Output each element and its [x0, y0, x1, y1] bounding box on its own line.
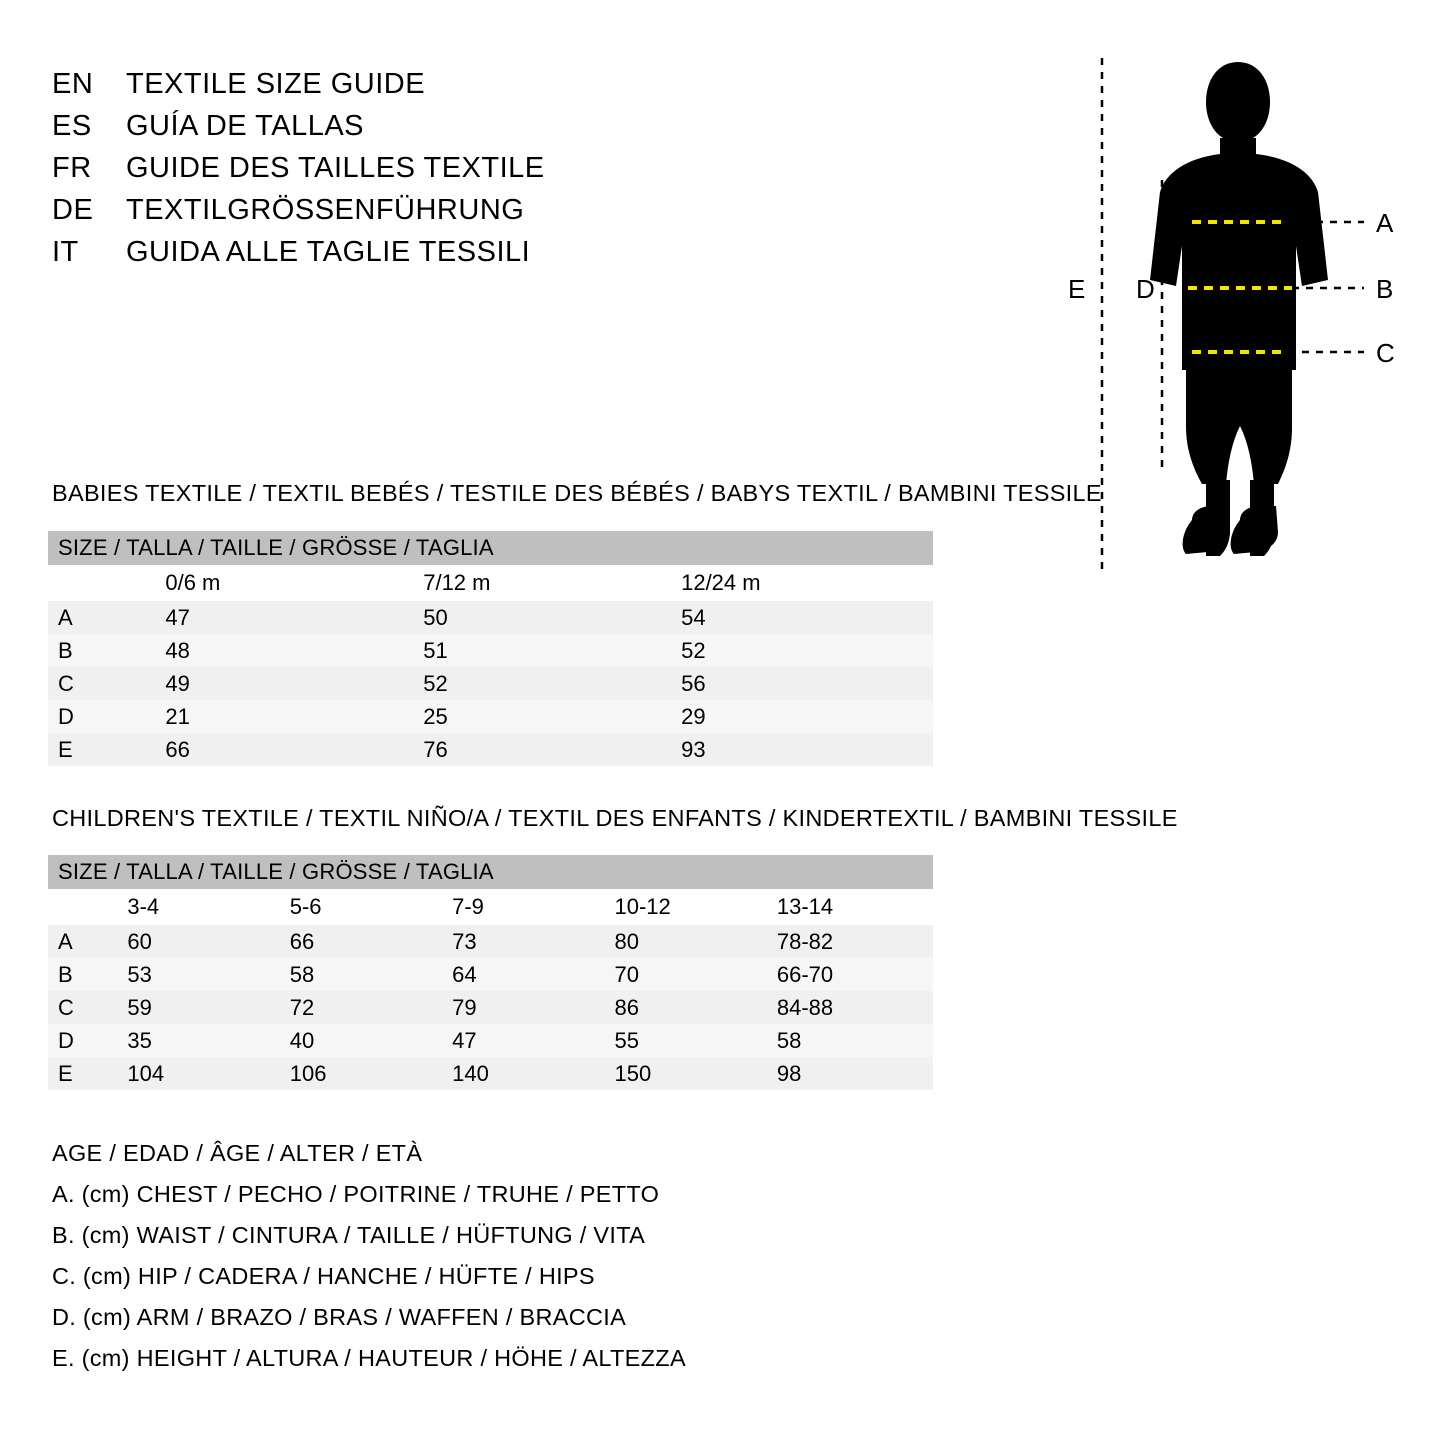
- children-cell: 98: [771, 1057, 933, 1090]
- title-language-text: GUIDE DES TAILLES TEXTILE: [126, 152, 545, 184]
- children-table-header-row: [48, 889, 933, 925]
- table-row: [48, 1057, 933, 1090]
- children-cell: 64: [446, 958, 608, 991]
- title-language-code: DE: [52, 194, 94, 226]
- children-cell: 58: [771, 1024, 933, 1057]
- title-language-text: TEXTILE SIZE GUIDE: [126, 68, 426, 100]
- babies-column-header: 0/6 m: [159, 565, 417, 601]
- babies-row-label: A: [48, 601, 159, 634]
- children-column-header: 10-12: [608, 889, 770, 925]
- children-column-header: 3-4: [121, 889, 283, 925]
- children-corner-cell: [48, 889, 121, 925]
- babies-size-table: [48, 531, 933, 766]
- legend-line-height: E. (cm) HEIGHT / ALTURA / HAUTEUR / HÖHE / ALTEZZA: [52, 1345, 686, 1371]
- children-cell: 106: [284, 1057, 446, 1090]
- title-row: [52, 68, 672, 101]
- measurement-legend: [52, 1140, 686, 1386]
- child-silhouette: [1150, 62, 1328, 556]
- children-cell: 58: [284, 958, 446, 991]
- children-row-label: A: [48, 925, 121, 958]
- title-row: [52, 152, 672, 185]
- children-cell: 84-88: [771, 991, 933, 1024]
- table-row: [48, 925, 933, 958]
- size-guide-title-block: [52, 68, 672, 278]
- babies-row-label: C: [48, 667, 159, 700]
- babies-cell: 50: [417, 601, 675, 634]
- babies-table-header-row: [48, 565, 933, 601]
- children-cell: 104: [121, 1057, 283, 1090]
- children-cell: 140: [446, 1057, 608, 1090]
- title-language-text: GUIDA ALLE TAGLIE TESSILI: [126, 236, 531, 268]
- babies-table-bar: [48, 531, 933, 565]
- title-language-code: EN: [52, 68, 94, 100]
- children-cell: 150: [608, 1057, 770, 1090]
- children-cell: 59: [121, 991, 283, 1024]
- table-row: [48, 700, 933, 733]
- children-cell: 70: [608, 958, 770, 991]
- babies-column-header: 12/24 m: [675, 565, 933, 601]
- babies-cell: 25: [417, 700, 675, 733]
- children-cell: 80: [608, 925, 770, 958]
- children-cell: 66-70: [771, 958, 933, 991]
- title-row: [52, 194, 672, 227]
- figure-marker-b: B: [1376, 274, 1394, 304]
- figure-marker-c: C: [1376, 338, 1395, 368]
- children-cell: 73: [446, 925, 608, 958]
- babies-cell: 21: [159, 700, 417, 733]
- title-language-code: ES: [52, 110, 92, 142]
- table-row: [48, 1024, 933, 1057]
- babies-column-header: 7/12 m: [417, 565, 675, 601]
- children-cell: 55: [608, 1024, 770, 1057]
- babies-cell: 76: [417, 733, 675, 766]
- babies-section-heading: BABIES TEXTILE / TEXTIL BEBÉS / TESTILE DES BÉBÉS / BABYS TEXTIL / BAMBINI TESSILE: [52, 480, 1102, 506]
- babies-row-label: D: [48, 700, 159, 733]
- figure-marker-a: A: [1376, 208, 1394, 238]
- children-cell: 47: [446, 1024, 608, 1057]
- babies-cell: 52: [675, 634, 933, 667]
- babies-row-label: B: [48, 634, 159, 667]
- children-cell: 35: [121, 1024, 283, 1057]
- title-language-code: IT: [52, 236, 79, 268]
- babies-cell: 52: [417, 667, 675, 700]
- figure-marker-d: D: [1136, 274, 1155, 304]
- title-row: [52, 110, 672, 143]
- children-cell: 79: [446, 991, 608, 1024]
- legend-line-arm: D. (cm) ARM / BRAZO / BRAS / WAFFEN / BRACCIA: [52, 1304, 627, 1330]
- children-row-label: E: [48, 1057, 121, 1090]
- children-cell: 86: [608, 991, 770, 1024]
- legend-line-chest: A. (cm) CHEST / PECHO / POITRINE / TRUHE / PETTO: [52, 1181, 660, 1207]
- table-row: [48, 601, 933, 634]
- children-cell: 66: [284, 925, 446, 958]
- babies-cell: 29: [675, 700, 933, 733]
- children-column-header: 5-6: [284, 889, 446, 925]
- children-cell: 78-82: [771, 925, 933, 958]
- figure-marker-e: E: [1068, 274, 1086, 304]
- title-language-code: FR: [52, 152, 92, 184]
- children-section-heading: CHILDREN'S TEXTILE / TEXTIL NIÑO/A / TEXTIL DES ENFANTS / KINDERTEXTIL / BAMBINI TESSILE: [52, 805, 1178, 831]
- babies-cell: 93: [675, 733, 933, 766]
- legend-line-hip: C. (cm) HIP / CADERA / HANCHE / HÜFTE / HIPS: [52, 1263, 595, 1289]
- babies-cell: 49: [159, 667, 417, 700]
- children-column-header: 13-14: [771, 889, 933, 925]
- children-row-label: C: [48, 991, 121, 1024]
- title-language-text: TEXTILGRÖSSENFÜHRUNG: [126, 194, 525, 226]
- table-row: [48, 634, 933, 667]
- children-cell: 40: [284, 1024, 446, 1057]
- legend-line-waist: B. (cm) WAIST / CINTURA / TAILLE / HÜFTUNG / VITA: [52, 1222, 646, 1248]
- babies-cell: 66: [159, 733, 417, 766]
- children-row-label: B: [48, 958, 121, 991]
- babies-cell: 47: [159, 601, 417, 634]
- children-row-label: D: [48, 1024, 121, 1057]
- children-table-bar-label: SIZE / TALLA / TAILLE / GRÖSSE / TAGLIA: [48, 855, 933, 889]
- babies-corner-cell: [48, 565, 159, 601]
- babies-cell: 48: [159, 634, 417, 667]
- babies-table-bar-label: SIZE / TALLA / TAILLE / GRÖSSE / TAGLIA: [48, 531, 933, 565]
- babies-cell: 51: [417, 634, 675, 667]
- title-row: [52, 236, 672, 269]
- title-language-text: GUÍA DE TALLAS: [126, 110, 365, 142]
- babies-row-label: E: [48, 733, 159, 766]
- babies-cell: 54: [675, 601, 933, 634]
- table-row: [48, 958, 933, 991]
- table-row: [48, 733, 933, 766]
- table-row: [48, 667, 933, 700]
- children-table-bar: [48, 855, 933, 889]
- babies-cell: 56: [675, 667, 933, 700]
- children-size-table: [48, 855, 933, 1090]
- legend-line-age: AGE / EDAD / ÂGE / ALTER / ETÀ: [52, 1140, 423, 1166]
- table-row: [48, 991, 933, 1024]
- children-cell: 60: [121, 925, 283, 958]
- children-column-header: 7-9: [446, 889, 608, 925]
- children-cell: 72: [284, 991, 446, 1024]
- children-cell: 53: [121, 958, 283, 991]
